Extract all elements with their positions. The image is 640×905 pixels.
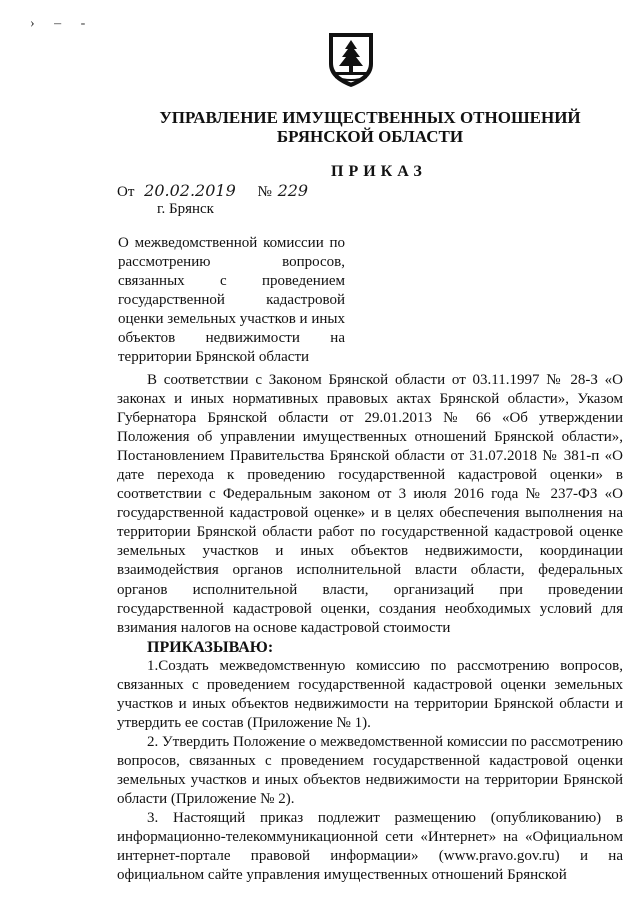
- handwritten-number: 229: [277, 181, 309, 200]
- document-title: ПРИКАЗ: [331, 163, 427, 180]
- scan-marks: › – ‑: [30, 16, 94, 31]
- order-item-1: 1.Создать межведомственную комиссию по рассмотрению вопросов, связанных с проведением государственной кадастровой оценки земельных участков и иных объектов недвижимости на территории Брянской области и утвердить ее состав (Приложение № 1).: [117, 657, 623, 731]
- date-prefix: От: [117, 184, 135, 200]
- order-subject: О межведомственной комиссии по рассмотрению вопросов, связанных с проведением государственной кадастровой оценки земельных участков и иных объектов недвижимости на территории Брянской области: [118, 235, 345, 365]
- organization-name-line1: УПРАВЛЕНИЕ ИМУЩЕСТВЕННЫХ ОТНОШЕНИЙ: [159, 108, 581, 127]
- handwritten-date: 20.02.2019: [144, 181, 236, 200]
- preamble-paragraph: В соответствии с Законом Брянской области от 03.11.1997 № 28-З «О законах и иных нормативных правовых актах Брянской области», Указом Губернатора Брянской области от 29.01.2013 № 66 «Об утверждении Положения об управлении имущественных отношений Брянской области», Постановлением Правительства Брянской области от 31.07.2018 № 381-п «О дате перехода к проведению государственной кадастровой оценки» в соответствии с Федеральным законом от 3 июля 2016 года № 237-ФЗ «О государственной кадастровой оценке» и в целях обеспечения выполнения на территории Брянской области работ по государственной кадастровой оценке земельных участков и иных объектов недвижимости, координации взаимодействия органов исполнительной власти области, федеральных органов исполнительной власти, организаций при проведении государственной кадастровой оценки, создания необходимых условий для взимания налогов на основе кадастровой стоимости: [117, 372, 623, 636]
- order-city: г. Брянск: [157, 201, 214, 217]
- organization-name: [0, 108, 640, 146]
- order-word: ПРИКАЗЫВАЮ:: [147, 638, 274, 656]
- organization-name-line2: БРЯНСКОЙ ОБЛАСТИ: [276, 127, 464, 146]
- order-date-number: [117, 181, 308, 201]
- order-item-3: 3. Настоящий приказ подлежит размещению (опубликованию) в информационно-телекоммуникационной сети «Интернет» на «Официальном интернет-портале правовой информации» (www.pravo.gov.ru) и на официальном сайте управления имущественных отношений Брянской: [117, 810, 623, 884]
- number-prefix: №: [257, 184, 272, 200]
- coat-of-arms-icon: [326, 30, 376, 88]
- order-body: [117, 371, 623, 885]
- order-item-2: 2. Утвердить Положение о межведомственной комиссии по рассмотрению вопросов, связанных с проведением государственной кадастровой оценки земельных участков и иных объектов недвижимости на территории Брянской области (Приложение № 2).: [117, 733, 623, 808]
